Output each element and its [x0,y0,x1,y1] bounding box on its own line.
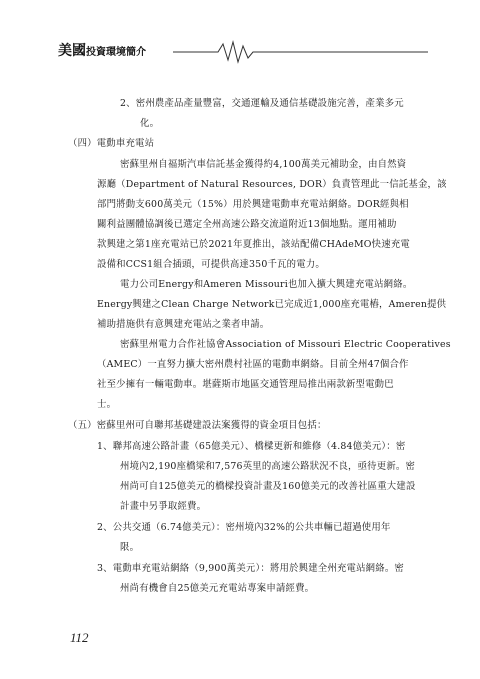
header-title-main: 美國 [58,43,86,59]
list-item: 1、聯邦高速公路計畫（65億美元）、橋樑更新和維修（4.84億美元）：密 [97,441,406,452]
text-line: 化。 [140,118,160,129]
text-line: 限。 [120,542,140,553]
text-line: 士。 [97,399,117,410]
header-heartbeat-line [58,38,428,68]
text-line: 計畫中另爭取經費。 [120,501,207,512]
text-line: 密蘇里州電力合作社協會Association of Missouri Electric Cooperatives [120,339,451,350]
text-line: 款興建之第1座充電站已於2021年夏推出，該站配備CHAdeMO快速充電 [97,239,410,250]
text-line: （AMEC）一直努力擴大密州農村社區的電動車網絡。目前全州47個合作 [97,359,409,370]
header-title-sub: 投資環境簡介 [86,47,146,58]
text-line: 密蘇里州自福斯汽車信託基金獲得約4,100萬美元補助金，由自然資 [120,159,407,170]
text-line: 源廳（Department of Natural Resources, DOR）負責管理此一信託基金，該 [97,179,447,190]
text-line: 電力公司Energy和Ameren Missouri也加入擴大興建充電站網絡。 [120,279,413,290]
list-item: 2、公共交通（6.74億美元）：密州境內32%的公共車輛已超過使用年 [97,522,391,533]
list-item: 3、電動車充電站網絡（9,900萬美元）：將用於興建全州充電站網絡。密 [97,563,404,574]
text-line: 2、密州農產品產量豐富，交通運輸及通信基礎設施完善，產業多元 [120,98,404,109]
text-line: 設備和CCS1組合插頭，可提供高達350千瓦的電力。 [97,259,325,270]
section-heading: （四）電動車充電站 [68,138,155,149]
section-heading: （五）密蘇里州可自聯邦基礎建設法案獲得的資金項目包括： [68,420,327,431]
text-line: 部門將動支600萬美元（15%）用於興建電動車充電站網絡。DOR經與相 [97,199,409,210]
text-line: Energy興建之Clean Charge Network已完成近1,000座充電樁，Ameren提供 [97,299,447,310]
text-line: 州境內2,190座橋梁和7,576英里的高速公路狀況不良，亟待更新。密 [120,461,416,472]
page-number: 112 [70,630,89,645]
text-line: 社至少擁有一輛電動車。堪薩斯市地區交通管理局推出兩款新型電動巴 [97,379,394,390]
text-line: 州尚可自125億美元的橋樑投資計畫及160億美元的改善社區重大建設 [120,481,416,492]
text-line: 補助措施供有意興建充電站之業者申請。 [97,319,270,330]
text-line: 州尚有機會自25億美元充電站專案申請經費。 [120,583,315,594]
text-line: 關利益團體協調後已選定全州高速公路交流道附近13個地點。運用補助 [97,219,397,230]
running-header [58,38,428,68]
